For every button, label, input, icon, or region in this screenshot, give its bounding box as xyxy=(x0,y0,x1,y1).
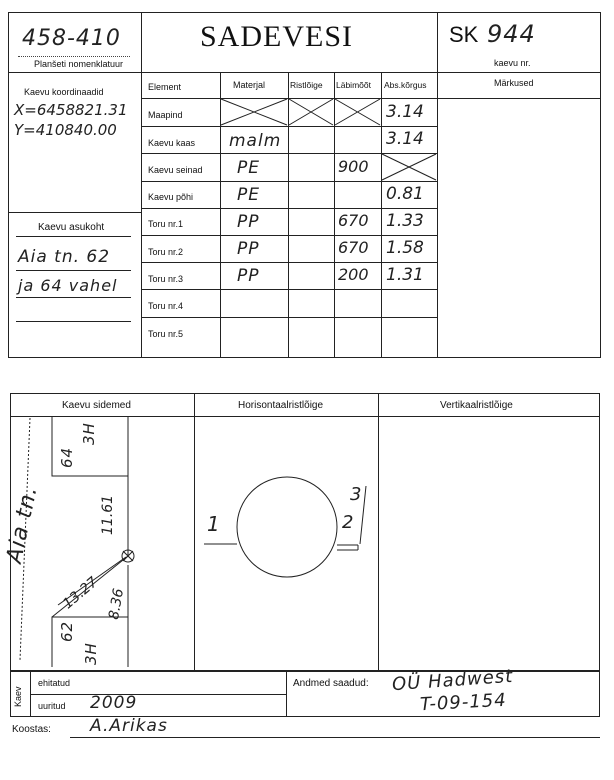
pipe-1-label: 1 xyxy=(207,512,221,536)
table-header: Materjal xyxy=(233,80,266,90)
cell-labimoot: 670 xyxy=(338,211,369,230)
koostas-value: A.Arikas xyxy=(90,716,168,736)
plansheet-label: Planšeti nomenklatuur xyxy=(34,59,124,69)
uuritud-value: 2009 xyxy=(90,693,138,713)
sketch-house-bottom: 62 xyxy=(58,620,76,642)
plansheet-number: 458-410 xyxy=(22,26,121,51)
sketch-dist-1: 11.61 xyxy=(100,494,116,535)
sk-number: 944 xyxy=(487,20,536,48)
sketch-house-top: 64 xyxy=(58,446,76,468)
table-row-element: Toru nr.1 xyxy=(148,219,184,229)
location-title: Kaevu asukoht xyxy=(38,222,105,233)
page-title: SADEVESI xyxy=(200,20,354,53)
cell-labimoot: 670 xyxy=(338,238,369,257)
horisontaal-title: Horisontaalristlõige xyxy=(238,400,324,411)
location-line-1: Aia tn. 62 xyxy=(18,247,111,267)
sidemed-title: Kaevu sidemed xyxy=(62,400,131,411)
andmed-value-1: OÜ Hadwest xyxy=(391,665,514,696)
cell-abs: 0.81 xyxy=(386,184,424,204)
table-row-element: Toru nr.2 xyxy=(148,247,184,257)
cell-materjal: PP xyxy=(237,266,260,286)
cell-abs: 3.14 xyxy=(386,129,424,149)
coords-title: Kaevu koordinaadid xyxy=(24,87,104,97)
location-line-2: ja 64 vahel xyxy=(18,276,118,295)
table-row-element: Toru nr.3 xyxy=(148,274,184,284)
andmed-label: Andmed saadud: xyxy=(293,678,369,689)
sketch-house-top-code: 3H xyxy=(80,422,98,445)
pipe-3-label: 3 xyxy=(350,484,363,505)
cell-materjal: PP xyxy=(237,212,260,232)
uuritud-label: uuritud xyxy=(38,701,66,711)
cell-abs: 1.58 xyxy=(386,238,424,258)
cell-materjal: PE xyxy=(237,185,260,205)
pipe-2-label: 2 xyxy=(342,512,355,533)
vertikaal-title: Vertikaalristlõige xyxy=(440,400,513,411)
cell-labimoot: 900 xyxy=(338,157,369,176)
table-row-element: Toru nr.4 xyxy=(148,301,184,311)
table-header: Läbimõõt xyxy=(336,80,371,90)
cell-materjal: malm xyxy=(229,131,282,151)
sketch-house-bottom-code: 3H xyxy=(82,642,100,665)
cell-materjal: PE xyxy=(237,158,260,178)
table-header: Element xyxy=(148,82,182,92)
table-row-element: Kaevu seinad xyxy=(148,165,203,175)
table-row-element: Kaevu põhi xyxy=(148,192,194,202)
table-row-element: Kaevu kaas xyxy=(148,138,196,148)
ehitatud-label: ehitatud xyxy=(38,678,71,688)
cell-abs: 3.14 xyxy=(386,102,424,122)
sketch-dist-3: 8.36 xyxy=(106,587,128,621)
cell-abs: 1.31 xyxy=(386,265,424,285)
koostas-label: Koostas: xyxy=(12,724,51,735)
table-row-element: Maapind xyxy=(148,110,183,120)
cell-abs: 1.33 xyxy=(386,211,424,231)
cell-labimoot: 200 xyxy=(338,265,369,284)
table-header: Ristlõige xyxy=(290,80,323,90)
table-header: Abs.kõrgus xyxy=(384,80,427,90)
well-number-label: kaevu nr. xyxy=(494,58,531,68)
table-header: Märkused xyxy=(494,78,534,88)
andmed-value-2: T-09-154 xyxy=(419,689,508,716)
sketch-street: Aia tn. xyxy=(2,483,43,566)
table-row-element: Toru nr.5 xyxy=(148,329,184,339)
kaev-label: Kaev xyxy=(13,686,23,707)
cell-materjal: PP xyxy=(237,239,260,259)
sk-prefix: SK xyxy=(449,22,479,47)
sketch-dist-2: 13.27 xyxy=(60,574,101,613)
coord-y: Y=410840.00 xyxy=(14,121,117,139)
coord-x: X=6458821.31 xyxy=(14,101,128,119)
